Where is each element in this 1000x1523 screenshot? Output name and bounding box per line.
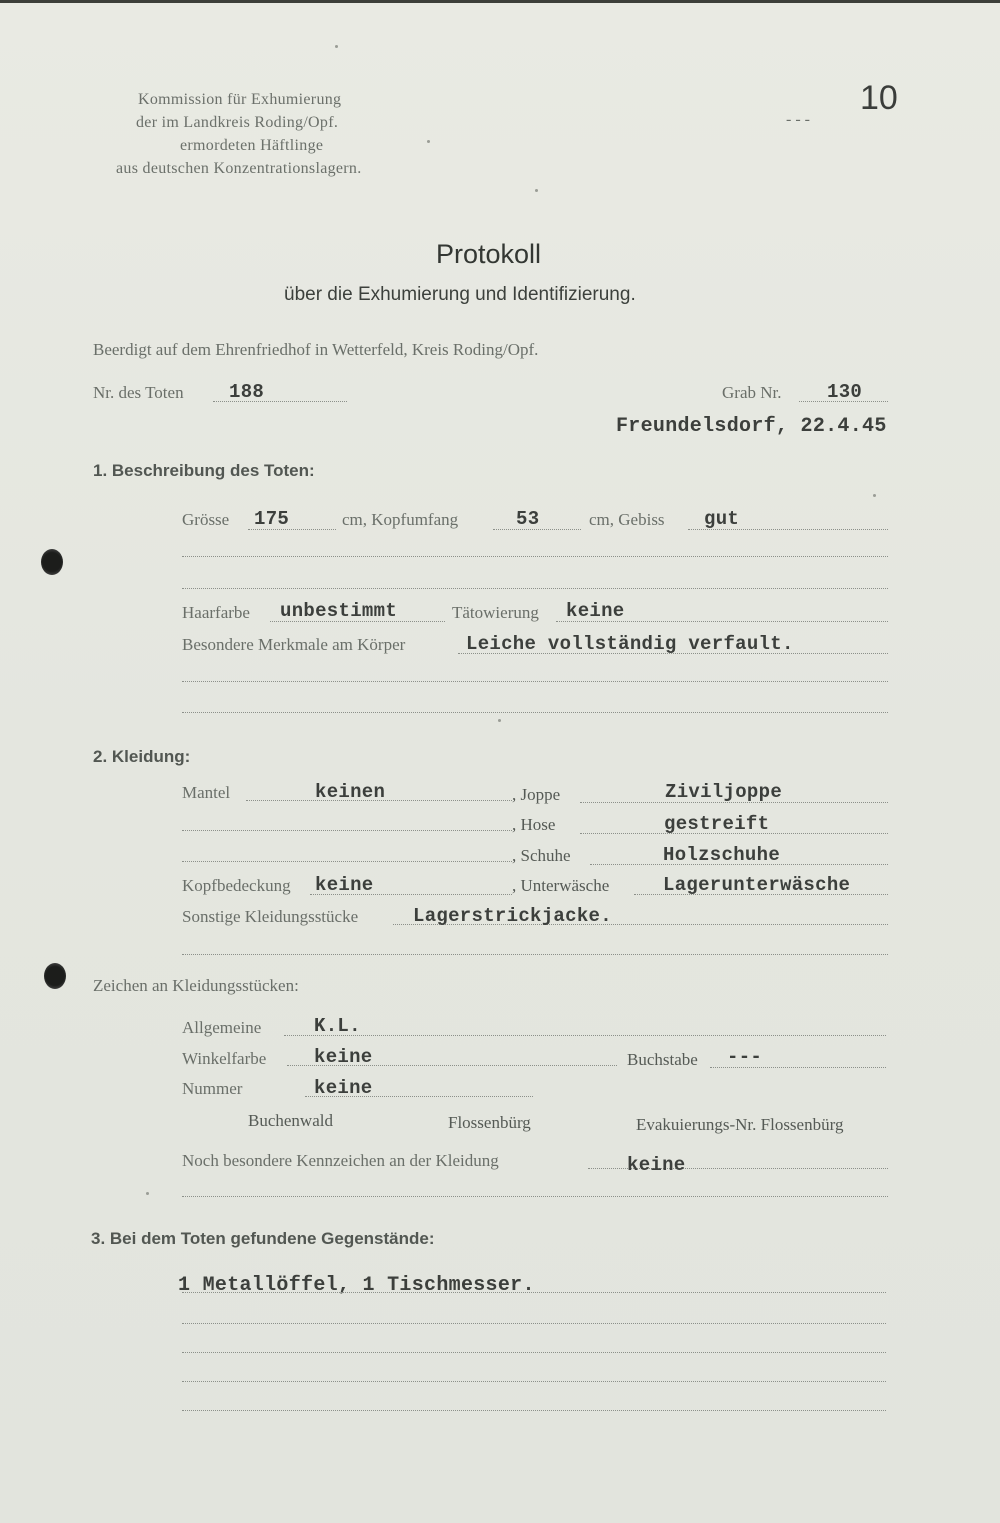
blank-line	[182, 1323, 886, 1324]
evacuation-label: Evakuierungs-Nr. Flossenbürg	[636, 1115, 844, 1134]
other-clothing-value: Lagerstrickjacke.	[413, 905, 612, 927]
page-title: Protokoll	[436, 239, 542, 269]
angle-color-value: keine	[314, 1046, 373, 1068]
marks-label: Besondere Merkmale am Körper	[182, 635, 406, 654]
speck	[498, 719, 501, 722]
section-2-heading: 2. Kleidung:	[93, 747, 191, 766]
camp-flossenbuerg: Flossenbürg	[448, 1113, 531, 1132]
blank-line	[182, 556, 888, 557]
number-value: keine	[314, 1077, 373, 1099]
commission-line-1: Kommission für Exhumierung	[138, 91, 342, 108]
page-subtitle: über die Exhumierung und Identifizierung.	[284, 284, 636, 305]
number-label: Nummer	[182, 1079, 243, 1098]
blank-line	[182, 588, 888, 589]
head-size-value: 53	[516, 508, 540, 530]
general-label: Allgemeine	[182, 1018, 262, 1037]
speck	[427, 140, 430, 143]
speck	[335, 45, 338, 48]
speck	[535, 189, 538, 192]
grave-number-label: Grab Nr.	[722, 383, 782, 402]
corner-mark: - - -	[786, 111, 810, 128]
blank-line	[182, 1410, 886, 1411]
section-1-heading: 1. Beschreibung des Toten:	[93, 461, 315, 480]
jacket-value: Ziviljoppe	[665, 781, 783, 803]
found-items-line	[182, 1292, 886, 1293]
camp-buchenwald: Buchenwald	[248, 1111, 333, 1130]
blank-line	[182, 954, 888, 955]
teeth-label: cm, Gebiss	[589, 510, 665, 529]
tattoo-value: keine	[566, 600, 625, 622]
blank-line	[182, 681, 888, 682]
blank-line	[182, 1381, 886, 1382]
special-marks-label: Noch besondere Kennzeichen an der Kleidung	[182, 1151, 499, 1170]
blank-line	[182, 712, 888, 713]
shoes-label: , Schuhe	[512, 846, 571, 865]
place-date: Freundelsdorf, 22.4.45	[616, 415, 887, 438]
marks-value: Leiche vollständig verfault.	[466, 633, 794, 655]
marks-heading: Zeichen an Kleidungsstücken:	[93, 976, 299, 995]
jacket-label: , Joppe	[512, 785, 561, 804]
punch-hole-top	[41, 549, 63, 575]
special-marks-value: keine	[627, 1154, 686, 1176]
dead-number-label: Nr. des Toten	[93, 383, 184, 402]
teeth-value: gut	[704, 508, 740, 530]
headwear-label: Kopfbedeckung	[182, 876, 291, 895]
underwear-label: , Unterwäsche	[512, 876, 610, 895]
headwear-value: keine	[315, 874, 374, 896]
commission-line-4: aus deutschen Konzentrationslagern.	[116, 160, 362, 177]
tattoo-label: Tätowierung	[452, 603, 539, 622]
blank-line	[182, 1352, 886, 1353]
height-label: Grösse	[182, 510, 230, 529]
general-value: K.L.	[314, 1015, 361, 1037]
speck	[146, 1192, 149, 1195]
found-items-value: 1 Metallöffel, 1 Tischmesser.	[178, 1274, 535, 1297]
speck	[873, 494, 876, 497]
blank-line	[182, 830, 512, 831]
grave-number-value: 130	[827, 381, 863, 403]
blank-line	[182, 1196, 888, 1197]
burial-place: Beerdigt auf dem Ehrenfriedhof in Wetterfeld, Kreis Roding/Opf.	[93, 340, 539, 359]
dead-number-value: 188	[229, 381, 265, 403]
blank-line	[182, 861, 512, 862]
hair-label: Haarfarbe	[182, 603, 250, 622]
other-clothing-label: Sonstige Kleidungsstücke	[182, 907, 359, 926]
punch-hole-bottom	[44, 963, 66, 989]
shoes-value: Holzschuhe	[663, 844, 781, 866]
trousers-value: gestreift	[664, 813, 770, 835]
hair-value: unbestimmt	[280, 600, 398, 622]
head-size-label: cm, Kopfumfang	[342, 510, 459, 529]
letter-value: ---	[727, 1046, 763, 1068]
general-line	[284, 1035, 886, 1036]
angle-color-label: Winkelfarbe	[182, 1049, 267, 1068]
coat-label: Mantel	[182, 783, 231, 802]
underwear-value: Lagerunterwäsche	[663, 874, 851, 896]
coat-value: keinen	[315, 781, 386, 803]
height-value: 175	[254, 508, 290, 530]
commission-line-3: ermordeten Häftlinge	[180, 137, 324, 154]
page-number: 10	[860, 79, 898, 117]
trousers-label: , Hose	[512, 815, 556, 834]
commission-line-2: der im Landkreis Roding/Opf.	[136, 114, 339, 131]
section-3-heading: 3. Bei dem Toten gefundene Gegenstände:	[91, 1229, 435, 1248]
letter-label: Buchstabe	[627, 1050, 698, 1069]
